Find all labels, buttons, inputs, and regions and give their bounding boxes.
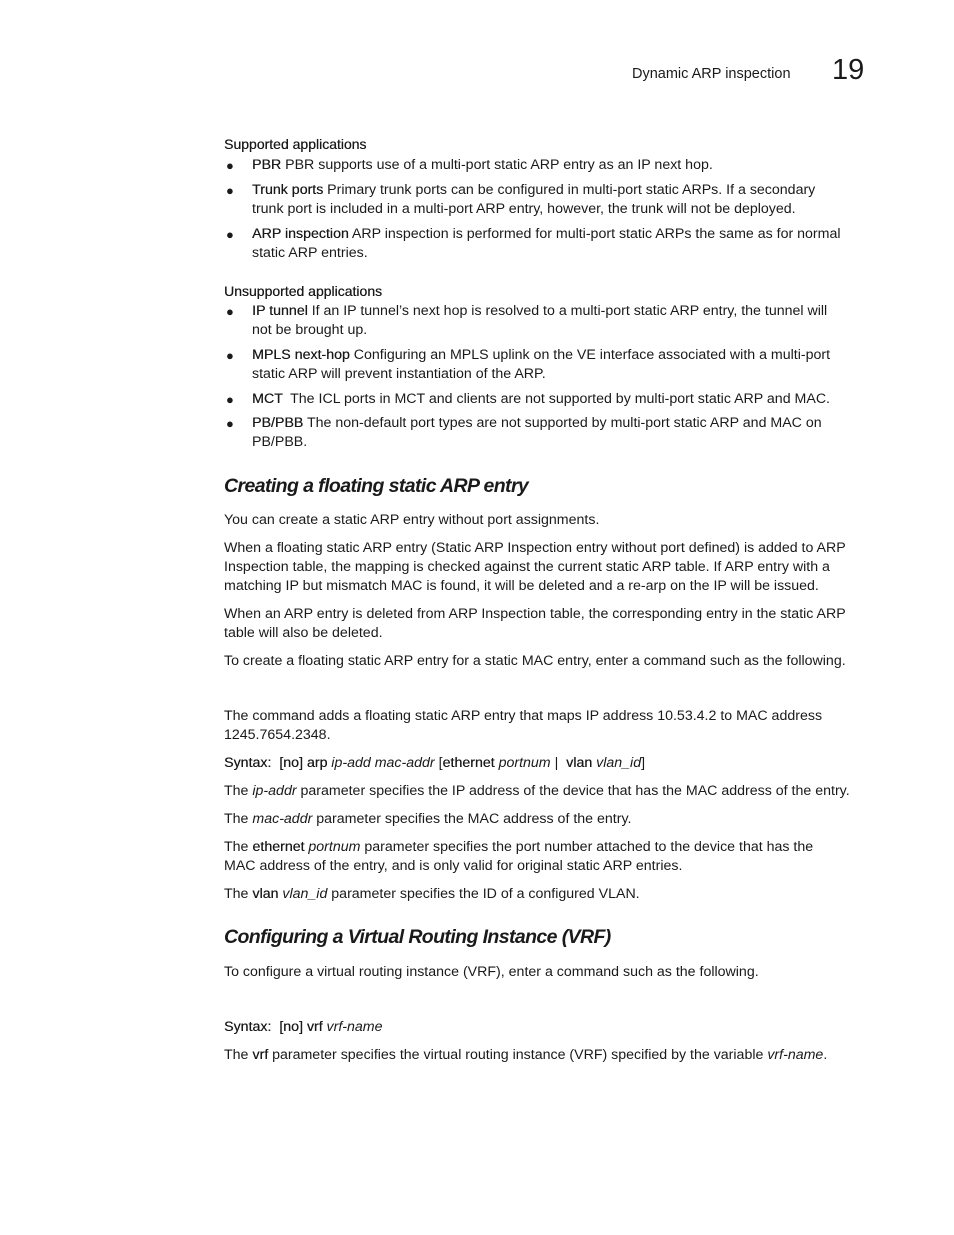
paragraph: The command adds a floating static ARP entry that maps IP address 10.53.4.2 to MAC address 1245.7654.2348. <box>224 708 823 743</box>
ethernet-description: The ethernet portnum parameter specifies the port number attached to the device that has the MAC address of the entry, and is only valid for original static ARP entries. <box>224 839 814 874</box>
bullet-icon: ● <box>226 348 234 363</box>
section-title-vrf: Configuring a Virtual Routing Instance (VRF) <box>224 926 611 948</box>
paragraph: To create a floating static ARP entry for a static MAC entry, enter a command such as the following. <box>224 653 846 669</box>
paragraph: When a floating static ARP entry (Static ARP Inspection entry without port defined) is added to ARP Inspection table, the mapping is checked against the current static ARP table. If ARP entry with a matching IP but mismatch MAC is found, it will be deleted and a re-arp on the IP will be issued. <box>224 540 846 594</box>
paragraph: To configure a virtual routing instance (VRF), enter a command such as the following. <box>224 964 759 980</box>
bullet-icon: ● <box>226 416 234 431</box>
vlan-description: The vlan vlan_id parameter specifies the ID of a configured VLAN. <box>224 886 640 902</box>
arp-syntax-line: Syntax: [no] arp ip-add mac-addr [ethernet portnum | vlan vlan_id] <box>224 755 646 771</box>
section-title-floating-arp: Creating a floating static ARP entry <box>224 475 529 497</box>
list-item-arp-inspection: ARP inspection ARP inspection is performed for multi-port static ARPs the same as for normal static ARP entries. <box>252 226 841 261</box>
vrf-syntax-line: Syntax: [no] vrf vrf-name <box>224 1019 383 1035</box>
bullet-icon: ● <box>226 183 234 198</box>
mac-addr-description: The mac-addr parameter specifies the MAC address of the entry. <box>224 811 632 827</box>
list-item-pb-pbb: PB/PBB The non-default port types are not supported by multi-port static ARP and MAC on PB/PBB. <box>252 415 822 450</box>
list-item-ip-tunnel: IP tunnel If an IP tunnel’s next hop is resolved to a multi-port static ARP entry, the tunnel will not be brought up. <box>252 303 828 338</box>
ip-addr-description: The ip-addr parameter specifies the IP address of the device that has the MAC address of the entry. <box>224 783 850 799</box>
unsupported-applications-heading: Unsupported applications <box>224 283 382 299</box>
supported-applications-heading: Supported applications <box>224 136 367 152</box>
list-item-mct: MCT The ICL ports in MCT and clients are not supported by multi-port static ARP and MAC. <box>252 391 831 407</box>
running-header: Dynamic ARP inspection <box>632 66 791 82</box>
bullet-icon: ● <box>226 392 234 407</box>
list-item-pbr: PBR PBR supports use of a multi-port static ARP entry as an IP next hop. <box>252 157 713 173</box>
vrf-description: The vrf parameter specifies the virtual routing instance (VRF) specified by the variable vrf-name. <box>224 1047 828 1063</box>
paragraph: When an ARP entry is deleted from ARP Inspection table, the corresponding entry in the static ARP table will also be deleted. <box>224 606 846 641</box>
bullet-icon: ● <box>226 158 234 173</box>
paragraph: You can create a static ARP entry without port assignments. <box>224 512 600 528</box>
list-item-mpls-next-hop: MPLS next-hop Configuring an MPLS uplink on the VE interface associated with a multi-port static ARP will prevent instantiation of the ARP. <box>252 347 831 382</box>
bullet-icon: ● <box>226 227 234 242</box>
list-item-trunk-ports: Trunk ports Primary trunk ports can be configured in multi-port static ARPs. If a secondary trunk port is included in a multi-port ARP entry, however, the trunk will not be deployed. <box>252 182 816 217</box>
bullet-icon: ● <box>226 304 234 319</box>
chapter-number: 19 <box>832 54 865 86</box>
